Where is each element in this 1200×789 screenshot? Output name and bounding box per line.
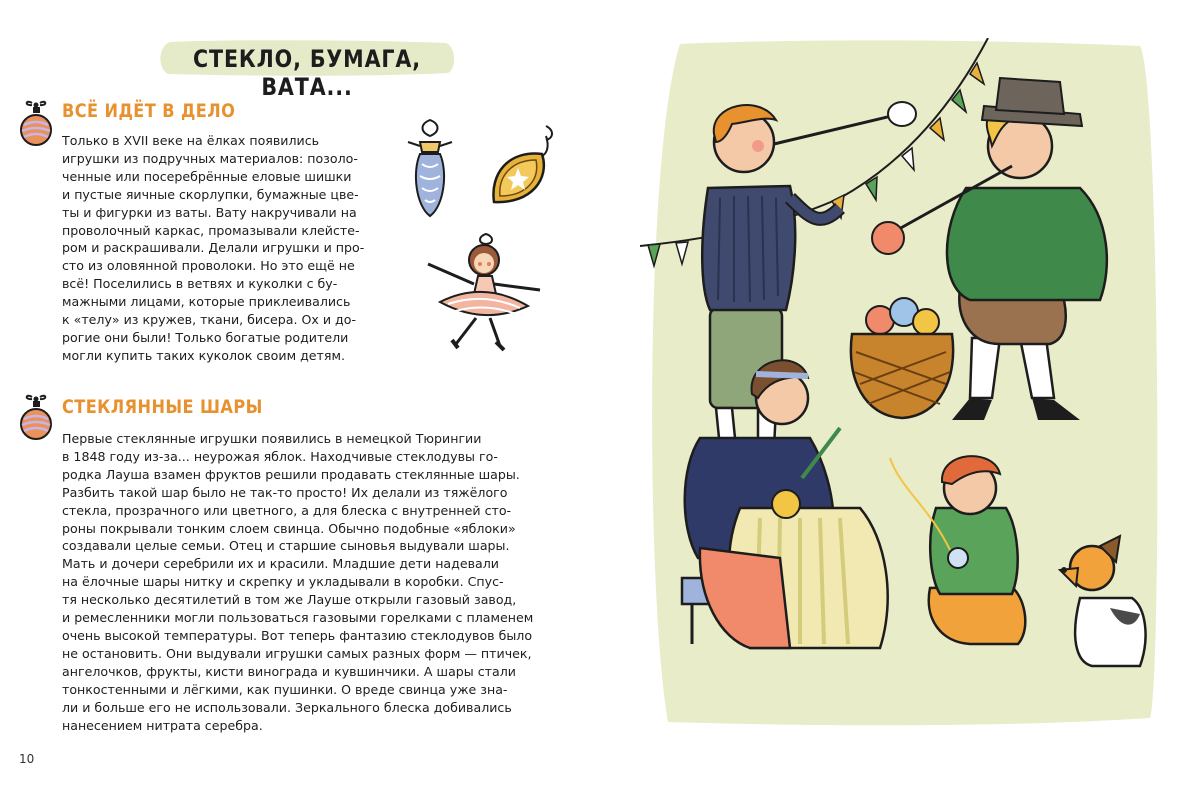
text-line: нанесением нитрата серебра. <box>62 717 263 733</box>
text-line: Первые стеклянные игрушки появились в немецкой Тюрингии <box>62 431 482 446</box>
text-line: на ёлочные шары нитку и скрепку и укладывали в коробки. Спус- <box>62 574 504 590</box>
text-line: в 1848 году из-за... неурожая яблок. Находчивые стеклодувы го- <box>62 448 498 464</box>
section-heading: СТЕКЛЯННЫЕ ШАРЫ <box>62 396 263 418</box>
title-banner <box>156 38 458 101</box>
text-line: ли и больше его не использовали. Зеркального блеска добивались <box>62 699 512 715</box>
text-line: игрушки из подручных материалов: позоло- <box>62 150 358 166</box>
ballerina-doll-ornament-icon <box>412 232 550 354</box>
text-line: могли купить таких куколок своим детям. <box>62 347 345 363</box>
text-line: Только в XVII веке на ёлках появились <box>62 133 320 148</box>
section1-paragraph <box>62 132 367 365</box>
page-number: 10 <box>19 752 35 766</box>
text-line: мажными лицами, которые приклеивались <box>62 294 351 310</box>
section-heading: ВСЁ ИДЁТ В ДЕЛО <box>62 100 236 122</box>
ornament-icon <box>18 391 58 451</box>
section2-paragraph <box>62 430 572 734</box>
glassblowers-family-illustration <box>640 38 1162 728</box>
text-line: очень высокой температуры. Вот теперь фантазию стеклодувов было <box>62 627 533 643</box>
text-line: всё! Поселились в ветвях и куколки с бу- <box>62 276 338 292</box>
text-line: тонкостенными и лёгкими, как пушинки. О вреде свинца уже зна- <box>62 681 508 697</box>
basket-of-glass-balls <box>851 298 953 418</box>
text-line: ангелочков, фрукты, кисти винограда и кувшинчики. А шары стали <box>62 663 516 679</box>
page-title: СТЕКЛО, БУМАГА, ВАТА... <box>193 45 421 101</box>
text-line: ты и фигурки из ваты. Вату накручивали на <box>62 204 357 220</box>
text-line: стекла, прозрачного или цветного, а для блеска с внутренней сто- <box>62 502 512 518</box>
text-line: проволочный каркас, промазывали клейсте- <box>62 222 360 238</box>
text-line: к «телу» из кружев, ткани, бисера. Ох и до- <box>62 312 357 328</box>
text-line: и ремесленники могли пользоваться газовыми горелками с пламенем <box>62 610 534 626</box>
text-line: Разбить такой шар было не так-то просто! Их делали из тяжёлого <box>62 484 508 500</box>
text-line: создавали целые семьи. Отец и старшие сыновья выдували шары. <box>62 538 510 554</box>
text-line: ром и раскрашивали. Делали игрушки и про- <box>62 240 365 256</box>
text-line: ченные или посеребрённые еловые шишки <box>62 168 352 184</box>
star-leaf-ornament-icon <box>488 122 562 208</box>
text-line: тя несколько десятилетий в том же Лауше открыли газовый завод, <box>62 592 517 608</box>
text-line: Мать и дочери серебрили их и красили. Младшие дети надевали <box>62 556 499 572</box>
text-line: рогие они были! Только богатые родители <box>62 329 349 345</box>
text-line: родка Лауша взамен фруктов решили продавать стеклянные шары. <box>62 466 520 482</box>
text-line: не остановить. Они выдували игрушки самых разных форм — птичек, <box>62 645 532 661</box>
pine-cone-ornament-icon <box>398 116 462 220</box>
text-line: и пустые яичные скорлупки, бумажные цве- <box>62 186 359 202</box>
text-line: роны покрывали тонким слоем свинца. Обычно подобные «яблоки» <box>62 520 516 536</box>
text-line: сто из оловянной проволоки. Но это ещё не <box>62 258 355 274</box>
ornament-icon <box>18 97 58 157</box>
